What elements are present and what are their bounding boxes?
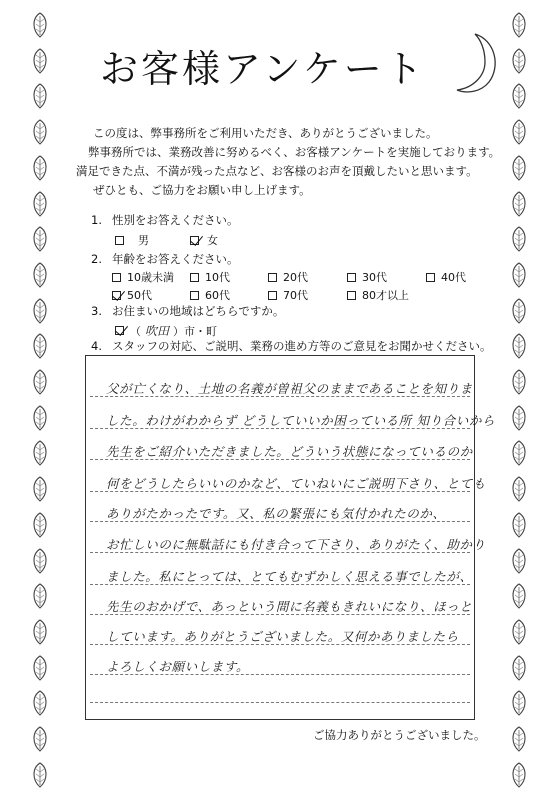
- leaf-icon: [31, 405, 49, 431]
- comment-box[interactable]: [85, 355, 496, 720]
- checkbox[interactable]: [115, 236, 124, 245]
- leaf-icon: [31, 48, 49, 74]
- leaf-icon: [510, 48, 528, 74]
- leaf-icon: [31, 298, 49, 324]
- question-number: 3.: [91, 304, 102, 318]
- option-label: 60代: [205, 289, 230, 302]
- question-number: 1.: [91, 213, 102, 227]
- intro-line: 弊事務所では、業務改善に努めるべく、お客様アンケートを実施しております。: [88, 145, 501, 159]
- checkbox[interactable]: [190, 291, 199, 300]
- age-option-20s[interactable]: [268, 269, 308, 285]
- right-leaf-border: [505, 12, 533, 788]
- question-label: 性別をお答えください。: [111, 213, 239, 227]
- leaf-icon: [510, 333, 528, 359]
- leaf-icon: [31, 155, 49, 181]
- region-suffix: 市・町: [184, 324, 218, 338]
- leaf-icon: [510, 262, 528, 288]
- left-leaf-border: [26, 12, 54, 788]
- leaf-icon: [31, 690, 49, 716]
- question-label: お住まいの地域はどちらですか。: [111, 304, 285, 318]
- close-paren: ）: [173, 324, 185, 338]
- leaf-icon: [510, 298, 528, 324]
- comment-handwritten-line: ました。私にとっては、とてもむずかしく思える事でしたが、: [106, 569, 473, 584]
- question-number: 2.: [91, 252, 102, 266]
- question-label: 年齢をお答えください。: [111, 252, 239, 266]
- comment-rule-line: [90, 702, 470, 703]
- leaf-icon: [510, 762, 528, 788]
- leaf-icon: [510, 619, 528, 645]
- question-number: 4.: [91, 339, 102, 353]
- comment-handwritten-line: しています。ありがとうございました。又何かありましたら: [106, 629, 459, 644]
- leaf-icon: [510, 440, 528, 466]
- leaf-icon: [510, 512, 528, 538]
- checkbox[interactable]: [190, 273, 199, 282]
- intro-line: この度は、弊事務所をご利用いただき、ありがとうございました。: [93, 126, 438, 140]
- checkbox-checked[interactable]: [115, 326, 124, 335]
- checkbox[interactable]: [268, 273, 277, 282]
- checkbox[interactable]: [347, 273, 356, 282]
- question-3: [91, 303, 284, 319]
- question-2: [91, 251, 238, 267]
- question-label: スタッフの対応、ご説明、業務の進め方等のご意見をお聞かせください。: [111, 339, 492, 353]
- leaf-icon: [31, 762, 49, 788]
- age-option-50s[interactable]: [112, 287, 152, 303]
- gender-option-male[interactable]: [115, 232, 149, 248]
- leaf-icon: [510, 83, 528, 109]
- leaf-icon: [510, 476, 528, 502]
- age-option-80plus[interactable]: [347, 287, 409, 303]
- comment-handwritten-line: 先生をご紹介いただきました。どういう状態になっているのか: [106, 444, 473, 459]
- leaf-icon: [510, 583, 528, 609]
- comment-handwritten-line: お忙しいのに無駄話にも付き合って下さり、ありがたく、助かり: [106, 537, 486, 552]
- leaf-icon: [510, 690, 528, 716]
- comment-handwritten-line: 父が亡くなり、土地の名義が曽祖父のままであることを知りま: [106, 381, 473, 396]
- region-answer[interactable]: [115, 322, 217, 339]
- leaf-icon: [510, 12, 528, 38]
- leaf-icon: [31, 119, 49, 145]
- leaf-icon: [31, 262, 49, 288]
- option-label: 男: [138, 234, 149, 247]
- leaf-icon: [31, 226, 49, 252]
- question-1: [91, 212, 238, 228]
- option-label: 70代: [283, 289, 308, 302]
- leaf-icon: [31, 83, 49, 109]
- leaf-icon: [31, 655, 49, 681]
- question-4: [91, 338, 491, 354]
- checkbox-checked[interactable]: [190, 236, 199, 245]
- checkbox[interactable]: [268, 291, 277, 300]
- intro-line: 満足できた点、不満が残った点など、お客様のお声を頂戴したいと思います。: [76, 164, 478, 178]
- age-option-60s[interactable]: [190, 287, 230, 303]
- leaf-icon: [31, 333, 49, 359]
- leaf-icon: [31, 726, 49, 752]
- intro-line: ぜひとも、ご協力をお願い申し上げます。: [93, 183, 311, 197]
- age-option-70s[interactable]: [268, 287, 308, 303]
- leaf-icon: [31, 548, 49, 574]
- leaf-icon: [510, 119, 528, 145]
- option-label: 50代: [127, 289, 152, 302]
- region-city-value[interactable]: 吹田: [145, 324, 170, 338]
- gender-option-female[interactable]: [190, 232, 218, 248]
- leaf-icon: [31, 476, 49, 502]
- option-label: 40代: [441, 271, 466, 284]
- age-option-10s[interactable]: [190, 269, 230, 285]
- age-option-under10[interactable]: [112, 269, 174, 285]
- comment-handwritten-line: した。わけがわからず どうしていいか困っている所 知り合いから: [106, 413, 496, 428]
- comment-handwritten-line: よろしくお願いします。: [106, 659, 250, 674]
- option-label: 80才以上: [362, 289, 409, 302]
- option-label: 30代: [362, 271, 387, 284]
- checkbox[interactable]: [347, 291, 356, 300]
- leaf-icon: [31, 619, 49, 645]
- leaf-icon: [510, 405, 528, 431]
- leaf-icon: [510, 548, 528, 574]
- comment-handwritten-line: ありがたかったです。又、私の緊張にも気付かれたのか、: [106, 506, 446, 521]
- option-label: 20代: [283, 271, 308, 284]
- intro-text: [76, 124, 508, 200]
- checkbox[interactable]: [426, 273, 435, 282]
- leaf-icon: [510, 226, 528, 252]
- leaf-icon: [510, 369, 528, 395]
- leaf-icon: [510, 655, 528, 681]
- leaf-icon: [31, 512, 49, 538]
- checkbox[interactable]: [112, 273, 121, 282]
- leaf-icon: [31, 369, 49, 395]
- thanks-message: ご協力ありがとうございました。: [313, 728, 486, 742]
- leaf-icon: [510, 191, 528, 217]
- leaf-icon: [510, 155, 528, 181]
- page-title: お客様アンケート: [100, 47, 426, 91]
- option-label: 10代: [205, 271, 230, 284]
- checkbox-checked[interactable]: [112, 291, 121, 300]
- option-label: 10歳未満: [127, 271, 174, 284]
- leaf-icon: [510, 726, 528, 752]
- age-option-40s[interactable]: [426, 269, 466, 285]
- comment-handwritten-line: 先生のおかげで、あっという間に名義もきれいになり、ほっと: [106, 599, 473, 614]
- leaf-icon: [31, 583, 49, 609]
- leaf-icon: [31, 12, 49, 38]
- leaf-icon: [31, 440, 49, 466]
- age-option-30s[interactable]: [347, 269, 387, 285]
- comment-handwritten-line: 何をどうしたらいいのかなど、ていねいにご説明下さり、とても: [106, 476, 486, 491]
- leaf-icon: [31, 191, 49, 217]
- open-paren: （: [130, 324, 141, 338]
- option-label: 女: [207, 234, 218, 247]
